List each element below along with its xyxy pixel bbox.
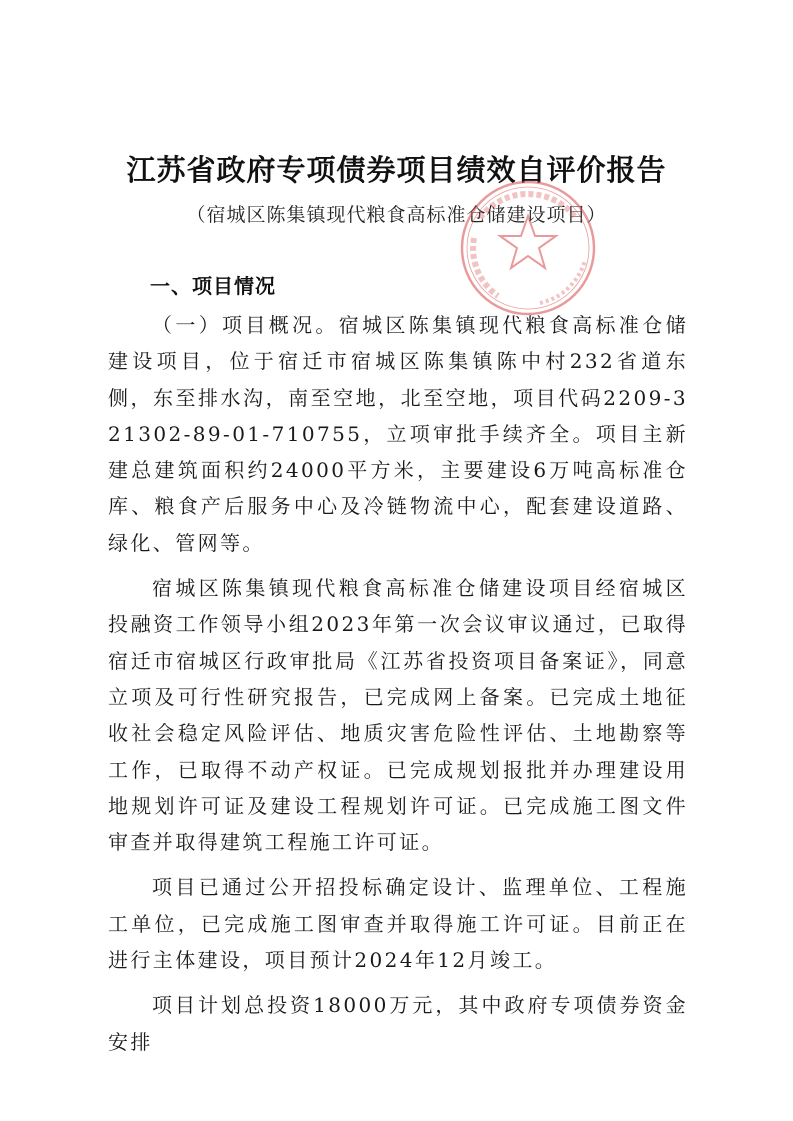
official-seal-icon (450, 178, 605, 318)
section-heading: 一、项目情况 (150, 274, 276, 298)
document-body (108, 307, 688, 1069)
document-subtitle: （宿城区陈集镇现代粮食高标准仓储建设项目） (186, 204, 607, 226)
document-title: 江苏省政府专项债券项目绩效自评价报告 (126, 153, 667, 187)
paragraph: 项目已通过公开招投标确定设计、监理单位、工程施工单位，已完成施工图审查并取得施工许可证。目前正在进行主体建设，项目预计2024年12月竣工。 (108, 875, 688, 973)
paragraph: 项目计划总投资18000万元，其中政府专项债券资金安排 (108, 993, 688, 1054)
paragraph: 宿城区陈集镇现代粮食高标准仓储建设项目经宿城区投融资工作领导小组2023年第一次会议审议通过，已取得宿迁市宿城区行政审批局《江苏省投资项目备案证》，同意立项及可行性研究报告，已完成网上备案。已完成土地征收社会稳定风险评估、地质灾害危险性评估、土地勘察等工作，已取得不动产权证。已完成规划报批并办理建设用地规划许可证及建设工程规划许可证。已完成施工图文件审查并取得建筑工程施工许可证。 (108, 576, 688, 855)
paragraph: （一）项目概况。宿城区陈集镇现代粮食高标准仓储建设项目，位于宿迁市宿城区陈集镇陈中村232省道东侧，东至排水沟，南至空地，北至空地，项目代码2209-321302-89-01-710755，立项审批手续齐全。项目主新建总建筑面积约24000平方米，主要建设6万吨高标准仓库、粮食产后服务中心及冷链物流中心，配套建设道路、绿化、管网等。 (108, 313, 688, 555)
